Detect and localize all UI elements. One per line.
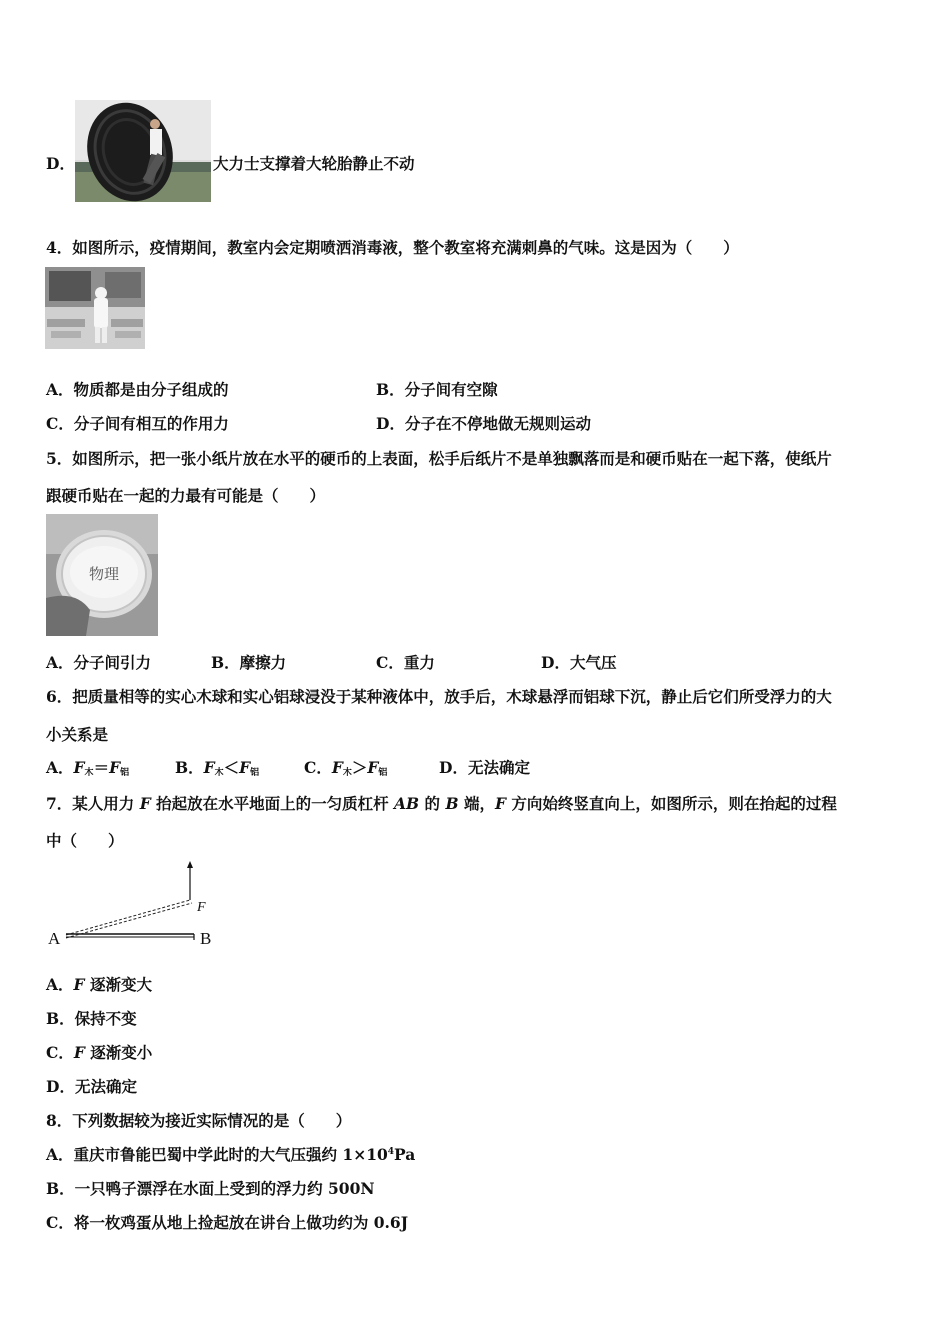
q5-option-b: B．摩擦力 xyxy=(211,653,287,672)
label-a: A xyxy=(48,929,61,948)
tire-strongman-photo xyxy=(75,100,211,202)
q5-option-a: A．分子间引力 xyxy=(46,653,152,672)
coin-paper-text: 物理 xyxy=(88,565,120,583)
q6-option-c: C．$F_木>F_铝$ xyxy=(304,758,388,778)
q6-option-d: D．无法确定 xyxy=(439,758,530,777)
q7-stem-line1: 7．某人用力 F 抬起放在水平地面上的一匀质杠杆 AB 的 B 端，F 方向始终竖直向上，如图所示，则在抬起的过程 xyxy=(46,794,837,813)
q7-option-c: C．F 逐渐变小 xyxy=(46,1043,153,1062)
q5-stem-line1: 5．如图所示，把一张小纸片放在水平的硬币的上表面，松手后纸片不是单独飘落而是和硬币贴在一起下落，使纸片 xyxy=(46,449,832,468)
q6-stem-line2: 小关系是 xyxy=(46,725,109,744)
force-arrowhead xyxy=(187,861,193,868)
q6-stem-line1: 6．把质量相等的实心木球和实心铝球浸没于某种液体中，放手后，木球悬浮而铝球下沉，静止后它们所受浮力的大 xyxy=(46,687,832,706)
q6-option-a: A．$F_木=F_铝$ xyxy=(46,758,130,778)
q3-option-d-text: 大力士支撑着大轮胎静止不动 xyxy=(213,154,415,173)
q8-option-b: B．一只鸭子漂浮在水面上受到的浮力约 500N xyxy=(46,1179,375,1198)
classroom-disinfection-photo xyxy=(45,267,145,349)
q7-option-b: B．保持不变 xyxy=(46,1009,137,1028)
q4-option-c: C．分子间有相互的作用力 xyxy=(46,414,229,433)
q4-option-b: B．分子间有空隙 xyxy=(376,380,498,399)
lifted-lever-dashed xyxy=(66,900,190,935)
q8-option-a: A．重庆市鲁能巴蜀中学此时的大气压强约 $1\times 10^4Pa$ xyxy=(46,1145,416,1164)
label-b: B xyxy=(200,929,212,948)
q7-stem-line2: 中（ ） xyxy=(46,831,124,850)
q3-option-d-label: D． xyxy=(46,154,75,173)
coin-paper-photo xyxy=(46,514,158,636)
q5-stem-line2: 跟硬币贴在一起的力最有可能是（ ） xyxy=(46,486,326,505)
q7-option-d: D．无法确定 xyxy=(46,1077,137,1096)
q4-stem: 4．如图所示，疫情期间，教室内会定期喷洒消毒液，整个教室将充满刺鼻的气味。这是因为（ ） xyxy=(46,238,739,257)
lever-diagram xyxy=(44,858,224,950)
q5-option-d: D．大气压 xyxy=(541,653,617,672)
q8-option-c: C．将一枚鸡蛋从地上捡起放在讲台上做功约为 0.6J xyxy=(46,1213,409,1232)
q8-stem: 8．下列数据较为接近实际情况的是（ ） xyxy=(46,1111,352,1130)
q6-option-b: B．$F_木<F_铝$ xyxy=(175,758,260,778)
q5-option-c: C．重力 xyxy=(376,653,435,672)
q7-option-a: A．F 逐渐变大 xyxy=(46,975,152,994)
q4-option-a: A．物质都是由分子组成的 xyxy=(46,380,229,399)
q4-option-d: D．分子在不停地做无规则运动 xyxy=(376,414,591,433)
label-f: F xyxy=(197,900,206,915)
